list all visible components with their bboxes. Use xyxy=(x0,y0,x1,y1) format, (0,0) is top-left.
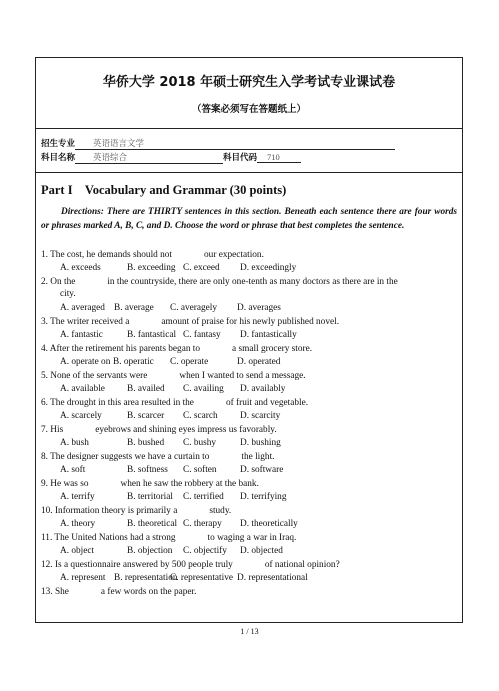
part-heading: Part I Vocabulary and Grammar (30 points) xyxy=(41,183,287,197)
question-stem xyxy=(41,276,459,288)
code-label: 科目代码 xyxy=(223,153,258,163)
option-b: B. exceeding xyxy=(127,263,176,273)
directions: Directions: There are THIRTY sentences in this section. Beneath each sentence there are four words or phrases marked A, B, C, and D. Choose the word or phrase that best completes the sentence. xyxy=(41,207,457,231)
option-b: B. objection xyxy=(127,546,173,556)
option-a: A. operate on xyxy=(60,357,111,367)
question-text: to waging a war in Iraq. xyxy=(207,533,297,543)
question-stem xyxy=(41,343,459,355)
question-text: when I wanted to send a message. xyxy=(179,371,306,381)
question-text: 7. His xyxy=(41,425,64,435)
option-c: C. representative xyxy=(170,573,233,583)
question-text: 13. She xyxy=(41,587,69,597)
question-stem xyxy=(41,586,459,598)
option-a: A. bush xyxy=(60,438,89,448)
question-text: 11. The United Nations had a strong xyxy=(41,533,176,543)
question-text: a small grocery store. xyxy=(232,344,313,354)
option-b: B. average xyxy=(114,303,154,313)
option-b: B. fantastical xyxy=(127,330,177,340)
option-d: D. scarcity xyxy=(240,411,281,421)
question-text: a few words on the paper. xyxy=(100,587,197,597)
option-d: D. availably xyxy=(240,384,286,394)
option-b: B. bushed xyxy=(127,438,165,448)
option-b: B. operatic xyxy=(113,357,154,367)
question-text: 5. None of the servants were xyxy=(41,371,148,381)
option-d: D. fantastically xyxy=(240,330,297,340)
option-a: A. terrify xyxy=(60,492,95,502)
option-a: A. scarcely xyxy=(60,411,102,421)
option-a: A. averaged xyxy=(60,303,105,313)
question-stem xyxy=(41,370,459,382)
question-stem xyxy=(41,424,459,436)
question-text: 10. Information theory is primarily a xyxy=(41,506,178,516)
major-label: 招生专业 xyxy=(41,139,76,149)
question-text: 9. He was so xyxy=(41,479,89,489)
option-a: A. exceeds xyxy=(60,263,101,273)
option-b: B. representation xyxy=(114,573,178,583)
question-text: the light. xyxy=(241,452,275,462)
divider xyxy=(35,172,463,173)
question-stem xyxy=(41,559,459,571)
option-d: D. bushing xyxy=(240,438,281,448)
exam-subtitle: （答案必须写在答题纸上） xyxy=(191,104,306,115)
question-text: 2. On the xyxy=(41,277,76,287)
major-value: 英语语言文学 xyxy=(75,137,395,150)
question-text: 8. The designer suggests we have a curtain to xyxy=(41,452,210,462)
option-c: C. averagely xyxy=(170,303,217,313)
option-c: C. therapy xyxy=(183,519,222,529)
divider xyxy=(35,128,463,129)
question-text: study. xyxy=(209,506,232,516)
option-c: C. objectify xyxy=(183,546,227,556)
question-text: when he saw the robbery at the bank. xyxy=(120,479,259,489)
code-value: 710 xyxy=(257,152,301,163)
option-c: C. soften xyxy=(183,465,217,475)
question-text: 3. The writer received a xyxy=(41,317,130,327)
question-text: 12. Is a questionnaire answered by 500 people truly xyxy=(41,560,233,570)
question-text: of fruit and vegetable. xyxy=(225,398,309,408)
option-b: B. availed xyxy=(127,384,165,394)
option-d: D. software xyxy=(240,465,284,475)
option-c: C. fantasy xyxy=(183,330,221,340)
page-number: 1 / 13 xyxy=(240,627,259,636)
option-b: B. softness xyxy=(127,465,168,475)
option-c: C. operate xyxy=(170,357,209,367)
option-d: D. representational xyxy=(237,573,308,583)
option-a: A. theory xyxy=(60,519,96,529)
question-text: 6. The drought in this area resulted in the xyxy=(41,398,194,408)
option-c: C. bushy xyxy=(183,438,217,448)
question-text: in the countryside, there are only one-tenth as many doctors as there are in the xyxy=(107,277,398,287)
question-text-continued: city. xyxy=(60,289,76,299)
option-d: D. averages xyxy=(237,303,281,313)
question-text: our expectation. xyxy=(204,250,264,260)
question-stem xyxy=(41,451,459,463)
option-a: A. object xyxy=(60,546,95,556)
option-b: B. scarcer xyxy=(127,411,165,421)
option-d: D. operated xyxy=(237,357,281,367)
option-a: A. represent xyxy=(60,573,106,583)
option-c: C. scarch xyxy=(183,411,218,421)
question-stem xyxy=(41,478,459,490)
option-d: D. exceedingly xyxy=(240,263,297,273)
question-stem xyxy=(41,505,459,517)
option-d: D. theoretically xyxy=(240,519,298,529)
option-d: D. terrifying xyxy=(240,492,287,502)
question-stem xyxy=(41,397,459,409)
option-c: C. availing xyxy=(183,384,224,394)
subject-label: 科目名称 xyxy=(41,153,76,163)
option-b: B. territorial xyxy=(127,492,173,502)
option-c: C. terrified xyxy=(183,492,224,502)
question-stem xyxy=(41,316,459,328)
option-a: A. fantastic xyxy=(60,330,103,340)
question-text: eyebrows and shining eyes impress us favorably. xyxy=(95,425,277,435)
question-stem xyxy=(41,249,459,261)
option-a: A. available xyxy=(60,384,105,394)
question-text: 1. The cost, he demands should not xyxy=(41,250,173,260)
option-d: D. objected xyxy=(240,546,283,556)
question-stem xyxy=(41,532,459,544)
option-a: A. soft xyxy=(60,465,86,475)
option-b: B. theoretical xyxy=(127,519,178,529)
question-text: of national opinion? xyxy=(264,560,340,570)
question-text: 4. After the retirement his parents began to xyxy=(41,344,201,354)
major-row xyxy=(41,137,395,150)
subject-row xyxy=(41,151,301,164)
exam-title: 华侨大学 2018 年硕士研究生入学考试专业课试卷 xyxy=(102,75,396,90)
subject-value: 英语综合 xyxy=(75,151,223,164)
option-c: C. exceed xyxy=(183,263,220,273)
question-text: amount of praise for his newly published novel. xyxy=(161,317,340,327)
